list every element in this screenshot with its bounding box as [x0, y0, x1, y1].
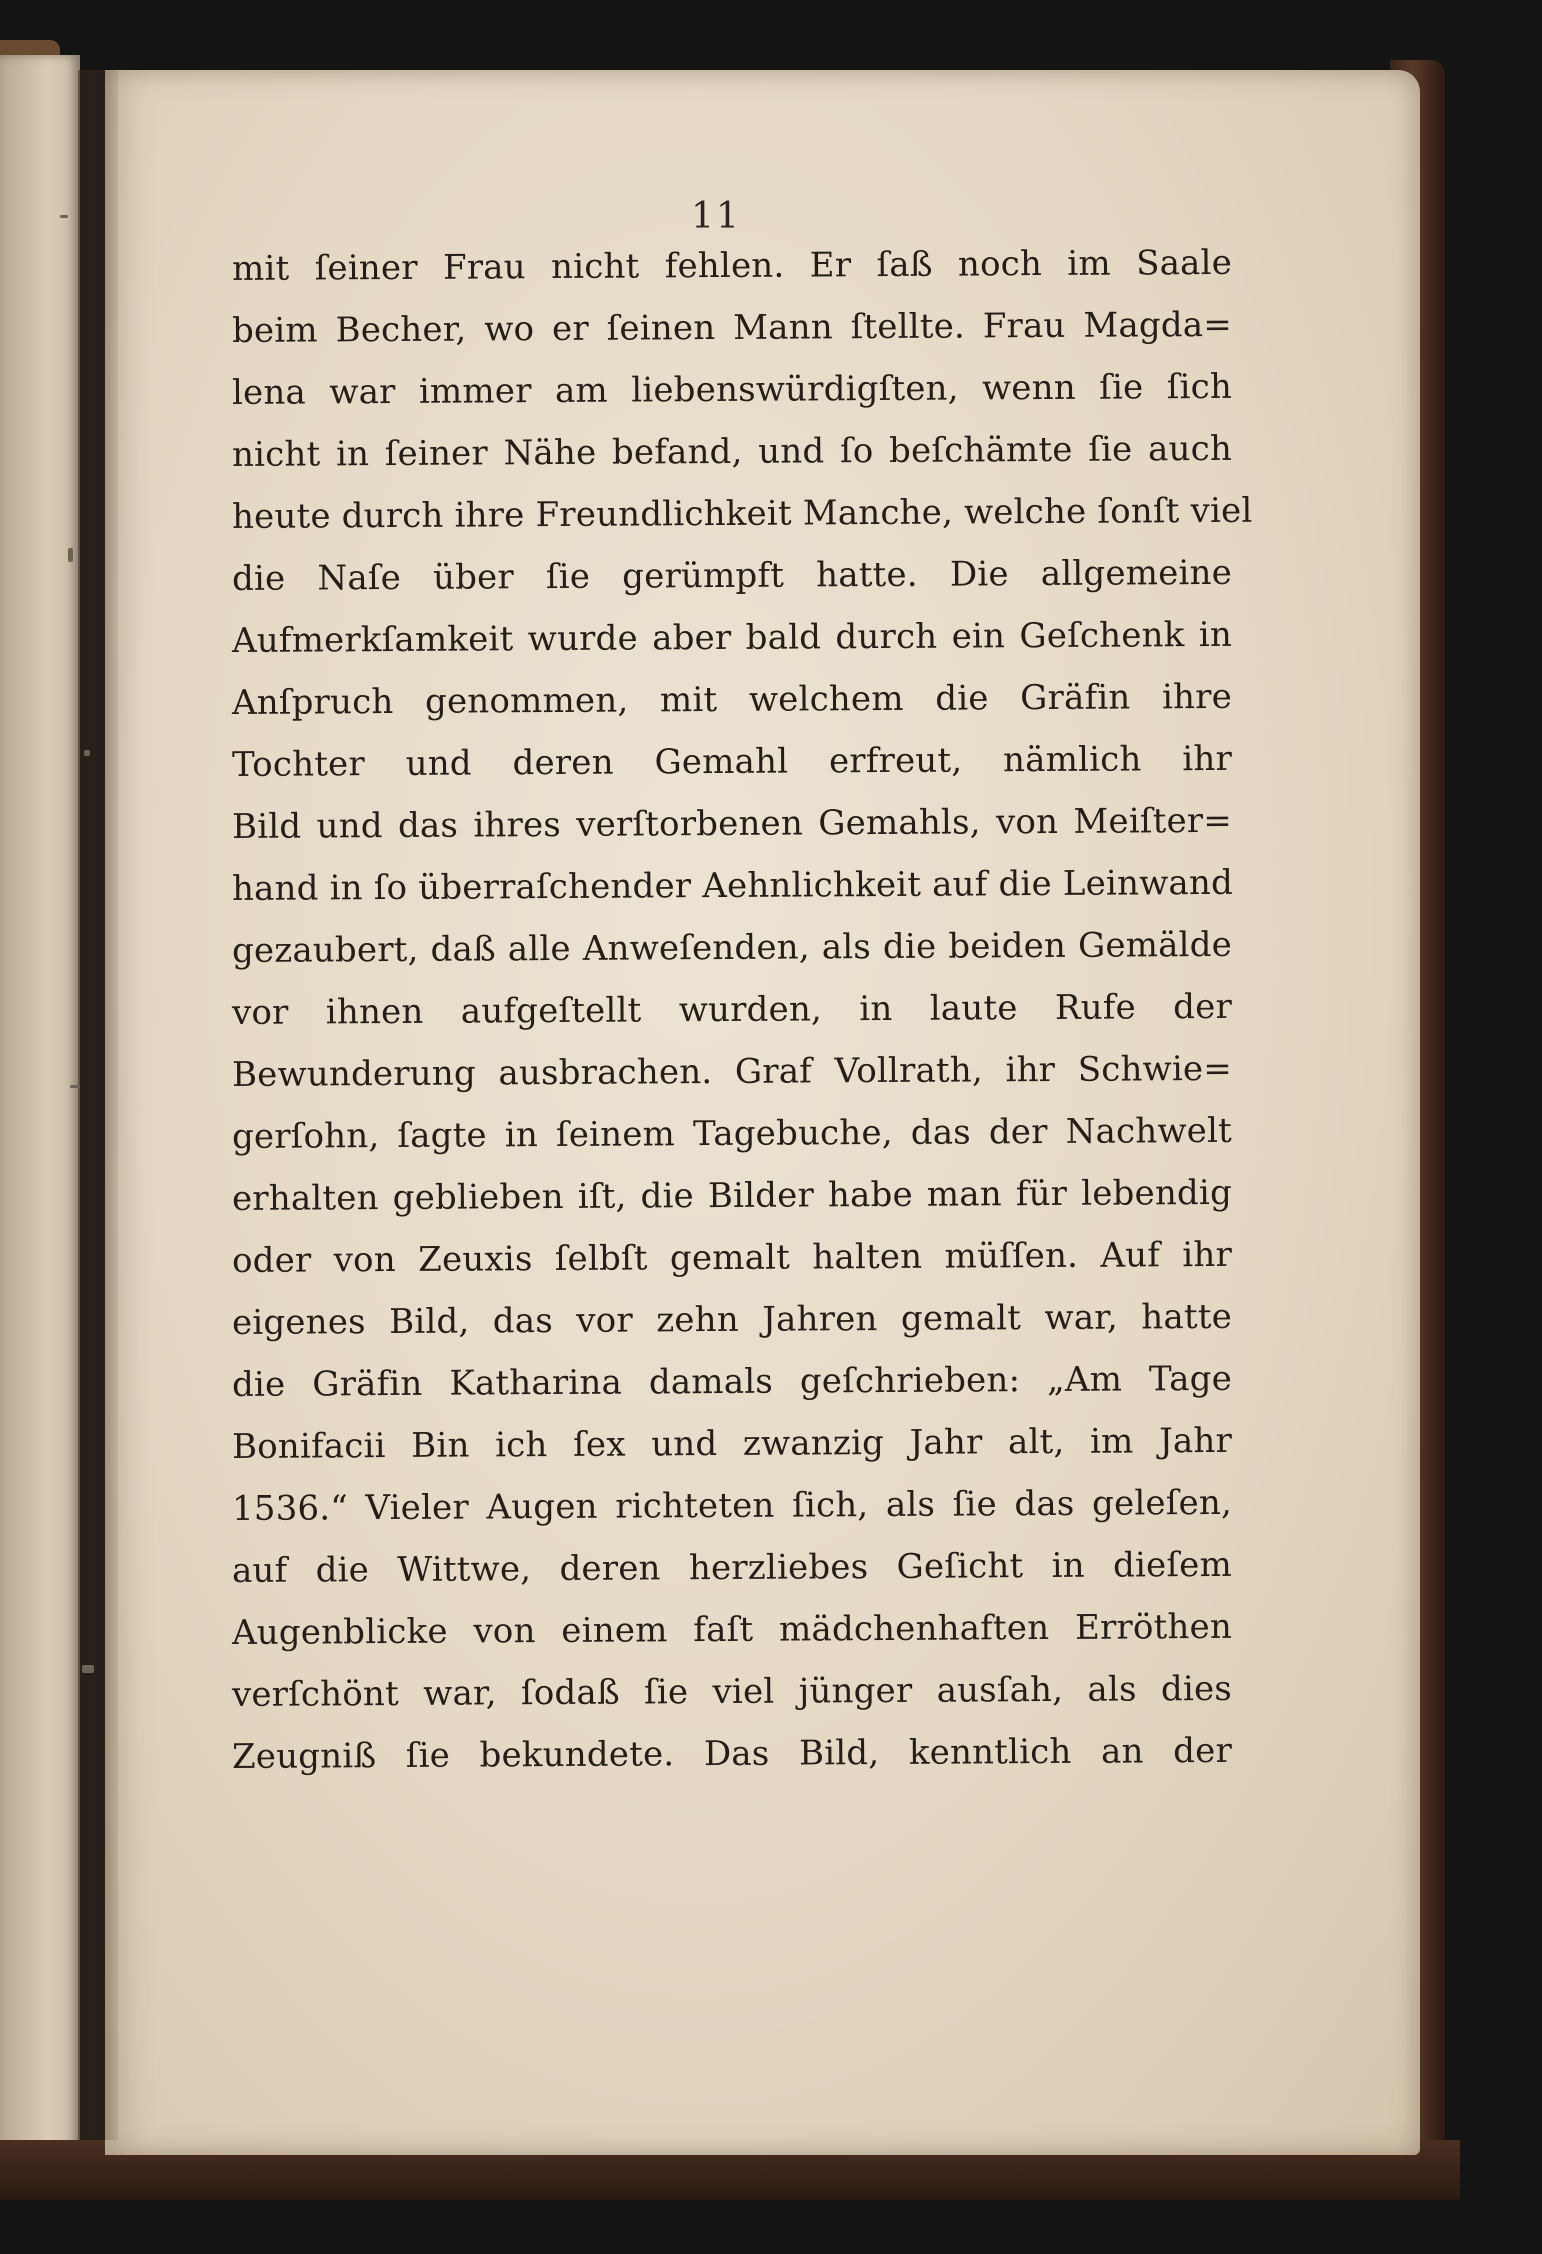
- margin-mark: [68, 548, 73, 562]
- text-line: auf die Wittwe, deren herzliebes Geſicht in dieſem: [231, 1544, 1233, 1591]
- text-line: vor ihnen aufgeſtellt wurden, in laute Rufe der: [231, 986, 1233, 1033]
- text-line: Anſpruch genommen, mit welchem die Gräfin ihre: [231, 676, 1233, 723]
- text-line: beim Becher, wo er ſeinen Mann ſtellte. Frau Magda=: [231, 304, 1233, 351]
- text-line: Aufmerkſamkeit wurde aber bald durch ein Geſchenk in: [231, 614, 1233, 661]
- margin-mark: [70, 1085, 80, 1088]
- text-line: Bonifacii Bin ich ſex und zwanzig Jahr alt, im Jahr: [231, 1420, 1233, 1467]
- margin-mark: [84, 750, 90, 756]
- text-line: gezaubert, daß alle Anweſenden, als die beiden Gemälde: [231, 924, 1233, 971]
- text-line: 1536.“ Vieler Augen richteten ſich, als ſie das geleſen,: [231, 1482, 1233, 1529]
- text-line: mit ſeiner Frau nicht fehlen. Er ſaß noch im Saale: [231, 242, 1233, 289]
- text-line: heute durch ihre Freundlichkeit Manche, welche ſonſt viel: [231, 490, 1253, 537]
- text-line: gerſohn, ſagte in ſeinem Tagebuche, das der Nachwelt: [231, 1110, 1233, 1157]
- left-page-edge: [0, 55, 80, 2165]
- text-line: Augenblicke von einem faſt mädchenhaften Erröthen: [231, 1606, 1233, 1653]
- text-line: die Gräfin Katharina damals geſchrieben: „Am Tage: [231, 1358, 1233, 1405]
- text-line: Bewunderung ausbrachen. Graf Vollrath, ihr Schwie=: [231, 1048, 1233, 1095]
- text-line: lena war immer am liebenswürdigſten, wenn ſie ſich: [231, 366, 1233, 413]
- text-line: oder von Zeuxis ſelbſt gemalt halten müſſen. Auf ihr: [231, 1234, 1233, 1281]
- text-line: die Naſe über ſie gerümpft hatte. Die allgemeine: [231, 552, 1233, 599]
- body-text: [231, 238, 1253, 1788]
- text-line: Bild und das ihres verſtorbenen Gemahls, von Meiſter=: [231, 800, 1233, 847]
- text-line: erhalten geblieben iſt, die Bilder habe man für lebendig: [231, 1172, 1233, 1219]
- margin-mark: [82, 1665, 94, 1673]
- text-line: Tochter und deren Gemahl erfreut, nämlich ihr: [231, 738, 1233, 785]
- page-gutter: [78, 70, 118, 2140]
- text-line: verſchönt war, ſodaß ſie viel jünger ausſah, als dies: [231, 1668, 1233, 1715]
- text-line: eigenes Bild, das vor zehn Jahren gemalt war, hatte: [231, 1296, 1233, 1343]
- text-line: nicht in ſeiner Nähe befand, und ſo beſchämte ſie auch: [231, 428, 1233, 475]
- page-number: 11: [691, 196, 741, 237]
- text-line: Zeugniß ſie bekundete. Das Bild, kenntlich an der: [231, 1730, 1233, 1777]
- text-line: hand in ſo überraſchender Aehnlichkeit auf die Leinwand: [231, 862, 1234, 909]
